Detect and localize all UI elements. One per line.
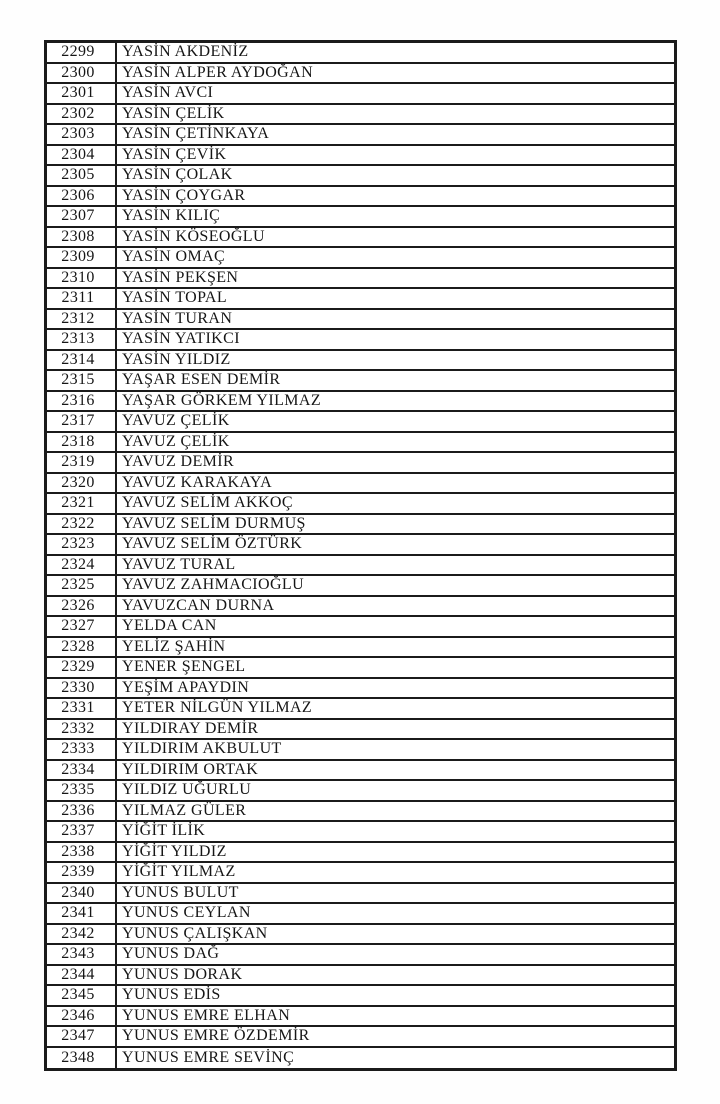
row-name: YAVUZ ÇELİK: [122, 432, 230, 450]
row-name: YİĞİT YILMAZ: [122, 863, 236, 881]
row-number: 2336: [47, 802, 117, 821]
row-name: YASİN AKDENİZ: [122, 43, 249, 61]
row-name: YAŞAR ESEN DEMİR: [122, 371, 281, 389]
row-number: 2319: [47, 453, 117, 472]
table-row: [47, 43, 674, 64]
row-number: 2313: [47, 330, 117, 349]
table-row: [47, 576, 674, 597]
table-row: [47, 474, 674, 495]
table-row: [47, 1027, 674, 1048]
table-row: [47, 453, 674, 474]
row-number: 2327: [47, 617, 117, 636]
row-name: YAVUZ SELİM AKKOÇ: [122, 494, 293, 512]
roster-table: [44, 40, 677, 1071]
row-name: YUNUS EDİS: [122, 986, 221, 1004]
row-name: YASİN YILDIZ: [122, 350, 231, 368]
row-number: 2301: [47, 84, 117, 103]
row-name: YAVUZ SELİM ÖZTÜRK: [122, 535, 303, 553]
table-row: [47, 535, 674, 556]
row-name: YILDIRIM AKBULUT: [122, 740, 282, 758]
row-name: YAVUZ KARAKAYA: [122, 473, 273, 491]
table-row: [47, 597, 674, 618]
row-name: YAVUZ ÇELİK: [122, 412, 230, 430]
row-number: 2323: [47, 535, 117, 554]
row-name: YEŞİM APAYDIN: [122, 678, 250, 696]
row-number: 2318: [47, 433, 117, 452]
table-row: [47, 392, 674, 413]
row-number: 2344: [47, 966, 117, 985]
table-row: [47, 105, 674, 126]
row-number: 2343: [47, 945, 117, 964]
row-name: YUNUS DAĞ: [122, 945, 220, 963]
table-row: [47, 248, 674, 269]
table-row: [47, 64, 674, 85]
row-number: 2334: [47, 761, 117, 780]
row-name: YILDIRIM ORTAK: [122, 760, 259, 778]
table-row: [47, 884, 674, 905]
row-number: 2339: [47, 863, 117, 882]
table-row: [47, 166, 674, 187]
row-name: YUNUS EMRE ELHAN: [122, 1006, 291, 1024]
row-name: YUNUS EMRE ÖZDEMİR: [122, 1027, 310, 1045]
table-row: [47, 966, 674, 987]
table-row: [47, 720, 674, 741]
row-name: YAVUZ TURAL: [122, 555, 236, 573]
table-row: [47, 658, 674, 679]
row-name: YASİN TURAN: [122, 309, 233, 327]
row-name: YASİN ÇELİK: [122, 104, 225, 122]
row-number: 2324: [47, 556, 117, 575]
row-name: YILDIZ UĞURLU: [122, 781, 252, 799]
table-row: [47, 310, 674, 331]
row-number: 2335: [47, 781, 117, 800]
row-name: YASİN ÇETİNKAYA: [122, 125, 270, 143]
row-number: 2303: [47, 125, 117, 144]
table-row: [47, 269, 674, 290]
row-number: 2341: [47, 904, 117, 923]
row-name: YAVUZ SELİM DURMUŞ: [122, 514, 306, 532]
table-row: [47, 187, 674, 208]
row-name: YASİN KÖSEOĞLU: [122, 227, 265, 245]
row-name: YASİN PEKŞEN: [122, 268, 239, 286]
table-row: [47, 1007, 674, 1028]
table-row: [47, 228, 674, 249]
row-number: 2307: [47, 207, 117, 226]
row-number: 2337: [47, 822, 117, 841]
row-number: 2310: [47, 269, 117, 288]
row-number: 2300: [47, 64, 117, 83]
row-name: YUNUS BULUT: [122, 883, 239, 901]
row-number: 2331: [47, 699, 117, 718]
row-number: 2311: [47, 289, 117, 308]
table-row: [47, 351, 674, 372]
table-row: [47, 740, 674, 761]
row-number: 2315: [47, 371, 117, 390]
row-name: YAVUZ ZAHMACIOĞLU: [122, 576, 305, 594]
row-name: YENER ŞENGEL: [122, 658, 246, 676]
row-name: YUNUS EMRE SEVİNÇ: [122, 1048, 295, 1066]
row-number: 2340: [47, 884, 117, 903]
row-number: 2299: [47, 43, 117, 62]
row-number: 2317: [47, 412, 117, 431]
row-number: 2302: [47, 105, 117, 124]
table-row: [47, 84, 674, 105]
table-row: [47, 904, 674, 925]
row-number: 2316: [47, 392, 117, 411]
table-row: [47, 556, 674, 577]
row-name: YASİN OMAÇ: [122, 248, 226, 266]
table-row: [47, 638, 674, 659]
table-row: [47, 699, 674, 720]
row-number: 2330: [47, 679, 117, 698]
row-number: 2308: [47, 228, 117, 247]
table-row: [47, 617, 674, 638]
row-number: 2305: [47, 166, 117, 185]
table-row: [47, 781, 674, 802]
row-name: YASİN ÇOLAK: [122, 166, 233, 184]
table-row: [47, 146, 674, 167]
row-name: YASİN YATIKCI: [122, 330, 240, 348]
row-number: 2338: [47, 843, 117, 862]
table-row: [47, 330, 674, 351]
table-row: [47, 125, 674, 146]
table-row: [47, 863, 674, 884]
row-number: 2312: [47, 310, 117, 329]
table-row: [47, 945, 674, 966]
row-name: YELİZ ŞAHİN: [122, 637, 226, 655]
row-name: YUNUS CEYLAN: [122, 904, 251, 922]
row-name: YILDIRAY DEMİR: [122, 719, 259, 737]
table-row: [47, 822, 674, 843]
row-number: 2322: [47, 515, 117, 534]
row-name: YASİN ÇOYGAR: [122, 186, 246, 204]
row-name: YUNUS DORAK: [122, 965, 243, 983]
table-row: [47, 925, 674, 946]
row-number: 2333: [47, 740, 117, 759]
row-name: YAŞAR GÖRKEM YILMAZ: [122, 391, 322, 409]
row-number: 2329: [47, 658, 117, 677]
table-row: [47, 986, 674, 1007]
row-name: YETER NİLGÜN YILMAZ: [122, 699, 313, 717]
table-row: [47, 1048, 674, 1069]
table-row: [47, 761, 674, 782]
table-row: [47, 207, 674, 228]
row-number: 2342: [47, 925, 117, 944]
row-number: 2346: [47, 1007, 117, 1026]
row-name: YASİN TOPAL: [122, 289, 228, 307]
row-number: 2304: [47, 146, 117, 165]
row-number: 2347: [47, 1027, 117, 1046]
table-row: [47, 494, 674, 515]
row-name: YILMAZ GÜLER: [122, 801, 247, 819]
row-number: 2328: [47, 638, 117, 657]
table-row: [47, 371, 674, 392]
table-row: [47, 843, 674, 864]
row-number: 2306: [47, 187, 117, 206]
row-name: YAVUZCAN DURNA: [122, 596, 275, 614]
row-name: YAVUZ DEMİR: [122, 453, 235, 471]
row-name: YASİN KILIÇ: [122, 207, 221, 225]
table-row: [47, 679, 674, 700]
table-row: [47, 412, 674, 433]
row-name: YASİN ÇEVİK: [122, 145, 227, 163]
row-number: 2309: [47, 248, 117, 267]
row-name: YASİN ALPER AYDOĞAN: [122, 63, 314, 81]
row-name: YUNUS ÇALIŞKAN: [122, 924, 268, 942]
table-row: [47, 433, 674, 454]
row-number: 2326: [47, 597, 117, 616]
row-number: 2325: [47, 576, 117, 595]
table-row: [47, 515, 674, 536]
row-number: 2348: [47, 1048, 117, 1069]
row-number: 2314: [47, 351, 117, 370]
table-row: [47, 802, 674, 823]
row-number: 2321: [47, 494, 117, 513]
row-name: YELDA CAN: [122, 617, 217, 635]
row-name: YİĞİT İLİK: [122, 822, 206, 840]
row-name: YİĞİT YILDIZ: [122, 842, 227, 860]
row-number: 2332: [47, 720, 117, 739]
row-number: 2345: [47, 986, 117, 1005]
table-row: [47, 289, 674, 310]
row-number: 2320: [47, 474, 117, 493]
row-name: YASİN AVCI: [122, 84, 214, 102]
